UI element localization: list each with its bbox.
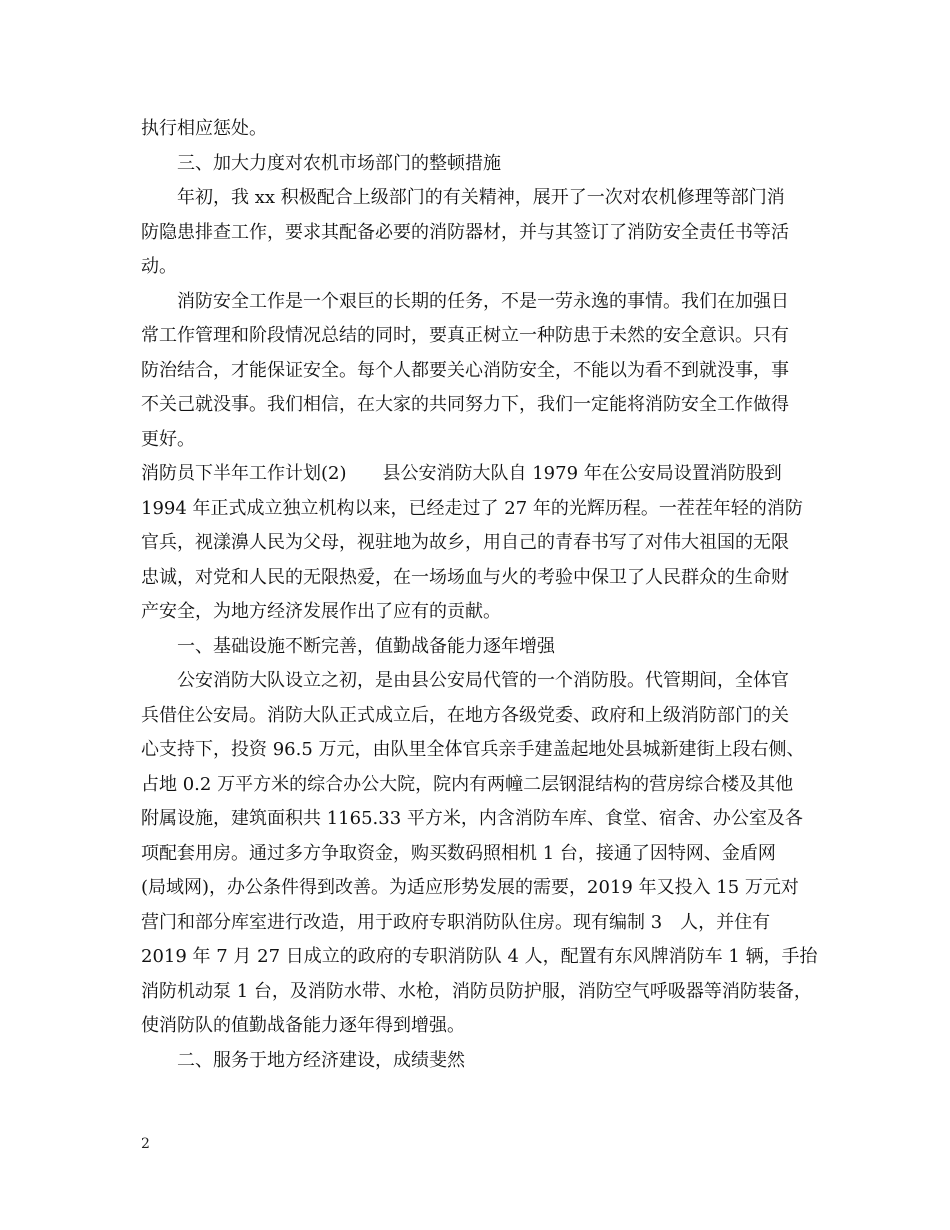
text-line: 忠诚，对党和人民的无限热爱，在一场场血与火的考验中保卫了人民群众的生命财	[141, 566, 789, 588]
text-line: 二、服务于地方经济建设，成绩斐然	[177, 1049, 465, 1071]
text-line: 使消防队的值勤战备能力逐年得到增强。	[141, 1015, 465, 1036]
paragraph	[141, 112, 811, 147]
text-line: 防隐患排查工作，要求其配备必要的消防器材，并与其签订了消防安全责任书等活	[141, 221, 789, 243]
text-line: 更好。	[141, 428, 195, 450]
paragraph	[141, 285, 811, 458]
text-line: (局域网)，办公条件得到改善。为适应形势发展的需要，2019 年又投入 15 万元对	[141, 877, 799, 898]
text-line: 防治结合，才能保证安全。每个人都要关心消防安全，不能以为看不到就没事，事	[141, 359, 789, 381]
text-line: 年初，我 xx 积极配合上级部门的有关精神，展开了一次对农机修理等部门消	[177, 187, 785, 208]
text-line: 一、基础设施不断完善，值勤战备能力逐年增强	[177, 635, 555, 657]
text-line: 2019 年 7 月 27 日成立的政府的专职消防队 4 人，配置有东风牌消防车 1 辆，手抬	[141, 946, 818, 967]
text-line: 1994 年正式成立独立机构以来，已经走过了 27 年的光辉历程。一茬茬年轻的消防	[141, 497, 803, 519]
paragraph	[141, 630, 811, 665]
text-line: 营门和部分库室进行改造，用于政府专职消防队住房。现有编制 3 人，并住有	[141, 911, 771, 933]
paragraph	[141, 181, 811, 285]
paragraph	[141, 147, 811, 182]
text-line: 公安消防大队设立之初，是由县公安局代管的一个消防股。代管期间，全体官	[177, 670, 789, 691]
text-line: 消防安全工作是一个艰巨的长期的任务，不是一劳永逸的事情。我们在加强日	[177, 290, 789, 312]
text-line: 消防机动泵 1 台，及消防水带、水枪，消防员防护服，消防空气呼吸器等消防装备，	[141, 980, 812, 1002]
text-line: 占地 0.2 万平方米的综合办公大院，院内有两幢二层钢混结构的营房综合楼及其他	[141, 773, 794, 795]
page-number: 2	[141, 1136, 150, 1152]
text-line: 官兵，视漾濞人民为父母，视驻地为故乡，用自己的青春书写了对伟大祖国的无限	[141, 532, 789, 553]
text-line: 产安全，为地方经济发展作出了应有的贡献。	[141, 601, 501, 622]
text-line: 附属设施，建筑面积共 1165.33 平方米，内含消防车库、食堂、宿舍、办公室及各	[141, 808, 803, 829]
text-line: 兵借住公安局。消防大队正式成立后，在地方各级党委、政府和上级消防部门的关	[141, 704, 789, 726]
text-line: 消防员下半年工作计划(2) 县公安消防大队自 1979 年在公安局设置消防股到	[141, 463, 782, 484]
text-line: 心支持下，投资 96.5 万元，由队里全体官兵亲手建盖起地处县城新建街上段右侧、	[141, 739, 805, 760]
text-line: 不关己就没事。我们相信，在大家的共同努力下，我们一定能将消防安全工作做得	[141, 394, 789, 415]
text-line: 三、加大力度对农机市场部门的整顿措施	[177, 152, 501, 174]
text-line: 动。	[141, 256, 177, 277]
text-line: 常工作管理和阶段情况总结的同时，要真正树立一种防患于未然的安全意识。只有	[141, 325, 789, 346]
text-line: 项配套用房。通过多方争取资金，购买数码照相机 1 台，接通了因特网、金盾网	[141, 842, 776, 864]
paragraph	[141, 457, 811, 630]
text-line: 执行相应惩处。	[141, 118, 267, 139]
paragraph	[141, 1044, 811, 1079]
document-body	[141, 112, 818, 1078]
paragraph	[141, 664, 818, 1044]
